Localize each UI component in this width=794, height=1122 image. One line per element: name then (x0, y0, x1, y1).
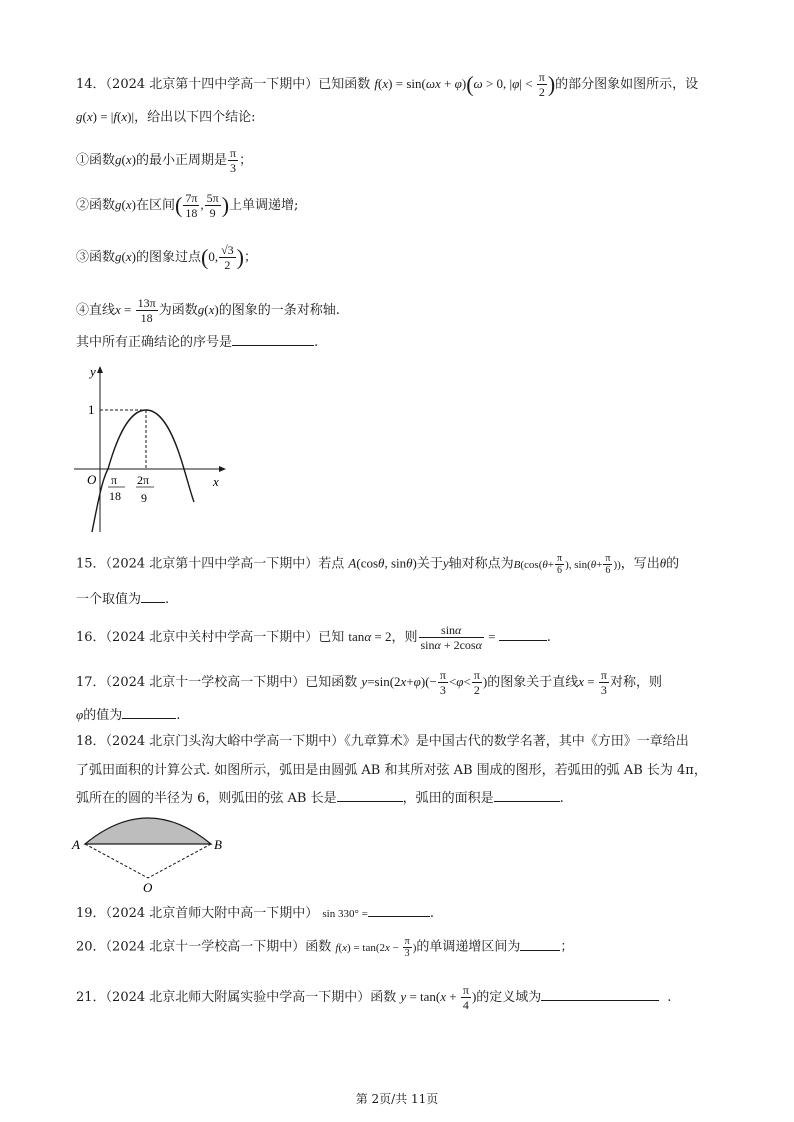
q18-arc-field-figure (68, 808, 238, 898)
q15-line2: 一个取值为 . (76, 592, 170, 607)
q15-answer-blank[interactable] (141, 590, 165, 603)
point-b-label: B (214, 837, 222, 852)
q16-answer-blank[interactable] (499, 628, 547, 641)
x-tick-pi-over-18-num: π (111, 473, 118, 487)
radius-ob (148, 844, 211, 878)
point-a-label: A (72, 837, 80, 852)
q14-function-def: f (374, 76, 379, 91)
sine-curve (92, 410, 194, 532)
q16-source: （2024 北京中关村中学高一下期中） (105, 630, 319, 645)
q14-line2: g(x) = |f(x)|，给出以下四个结论: (76, 109, 256, 125)
q14-line1: 14．（2024 北京第十四中学高一下期中）已知函数 f(x) = sin(ωx + φ)(ω > 0, |φ| < $\frac{\pi}{2}$ )的部分图象如图所示，设 (76, 70, 699, 99)
q14-statement-2: ②函数g(x)在区间( $\frac{7\pi}{18}$ , $\frac{5\pi}{9}$ )上单调递增; (76, 191, 299, 220)
y-tick-label-1: 1 (88, 402, 95, 417)
q19-line: 19．（2024 北京首师大附中高一下期中） sin 330° = . (76, 906, 434, 921)
q18-chord-blank[interactable] (337, 789, 403, 802)
q20-line: 20．（2024 北京十一学校高一下期中）函数 f(x) = tan(2x − $\frac{\pi}{3}$ )的单调递增区间为 ； (76, 936, 574, 959)
q21-answer-blank[interactable] (541, 988, 659, 1001)
q18-line2: 了弧田面积的计算公式. 如图所示，弧田是由圆弧 AB 和其所对弦 AB 围成的图形，若弧田的弧 AB 长为 4π， (76, 763, 707, 778)
q14-question: 其中所有正确结论的序号是 . (76, 335, 319, 350)
origin-label: O (87, 472, 97, 487)
x-tick-2pi-over-9-num: 2π (137, 473, 150, 487)
q18-area-blank[interactable] (494, 789, 560, 802)
q16-line: 16．（2024 北京中关村中学高一下期中）已知 tanα = 2，则 $\frac{\sin\alpha}{\sin\alpha + 2\cos\alpha}$ = . (76, 623, 551, 652)
q14-statement-4: ④直线x = $\frac{13\pi}{18}$ 为函数g(x)的图象的一条对称轴. (76, 296, 340, 325)
y-axis-arrow (97, 366, 103, 373)
q17-answer-blank[interactable] (122, 706, 176, 719)
q15-line1: 15．（2024 北京第十四中学高一下期中）若点 A(cosθ, sinθ)关于y轴对称点为B(cos(θ+ $\frac{\pi}{6}$ ), sin(θ+ $\frac{\pi}{6}$ ))，写出θ的 (76, 553, 680, 576)
q14-function-graph (70, 362, 240, 540)
arc-segment (85, 818, 211, 844)
radius-oa (85, 844, 148, 878)
q19-source: （2024 北京首师大附中高一下期中） (105, 906, 319, 921)
q21-source: （2024 北京北师大附属实验中学高一下期中） (105, 990, 371, 1005)
q14-answer-blank[interactable] (232, 333, 314, 346)
q14-source: （2024 北京第十四中学高一下期中） (105, 77, 319, 92)
y-axis-label: y (90, 364, 96, 379)
x-axis-label: x (213, 474, 219, 489)
q17-line1: 17．（2024 北京十一学校高一下期中）已知函数 y=sin(2x+φ)(− $\frac{\pi}{3}$ <φ< $\frac{\pi}{2}$ )的图象关于直线x = $\frac{\pi}{3}$ 对称，则 (76, 668, 662, 697)
q14-statement-1: ①函数g(x)的最小正周期是 $\frac{\pi}{3}$ ； (76, 146, 253, 175)
q20-answer-blank[interactable] (520, 938, 560, 951)
q18-line3: 弧所在的圆的半径为 6，则弧田的弦 AB 长是 ，弧田的面积是 . (76, 791, 564, 806)
page-number-footer: 第 2页/共 11页 (355, 1092, 439, 1106)
q17-source: （2024 北京十一学校高一下期中） (105, 675, 306, 690)
q21-line: 21．（2024 北京北师大附属实验中学高一下期中）函数 y = tan(x + $\frac{\pi}{4}$ )的定义域为 . (76, 983, 672, 1012)
q20-source: （2024 北京十一学校高一下期中） (105, 939, 306, 955)
x-tick-2pi-over-9-den: 9 (141, 491, 147, 505)
q15-source: （2024 北京第十四中学高一下期中） (105, 556, 319, 572)
q19-answer-blank[interactable] (368, 904, 430, 917)
x-axis-arrow (219, 466, 226, 472)
q18-source: （2024 北京门头沟大峪中学高一下期中） (105, 734, 345, 749)
q17-line2: φ的值为 . (76, 707, 181, 723)
q14-statement-3: ③函数g(x)的图象过点(0, $\frac{√3}{2}$ )； (76, 243, 258, 272)
point-o-label: O (143, 880, 153, 895)
q18-line1: 18．（2024 北京门头沟大峪中学高一下期中）《九章算术》是中国古代的数学名著，其中《方田》一章给出 (76, 734, 689, 749)
x-tick-pi-over-18-den: 18 (109, 489, 121, 503)
